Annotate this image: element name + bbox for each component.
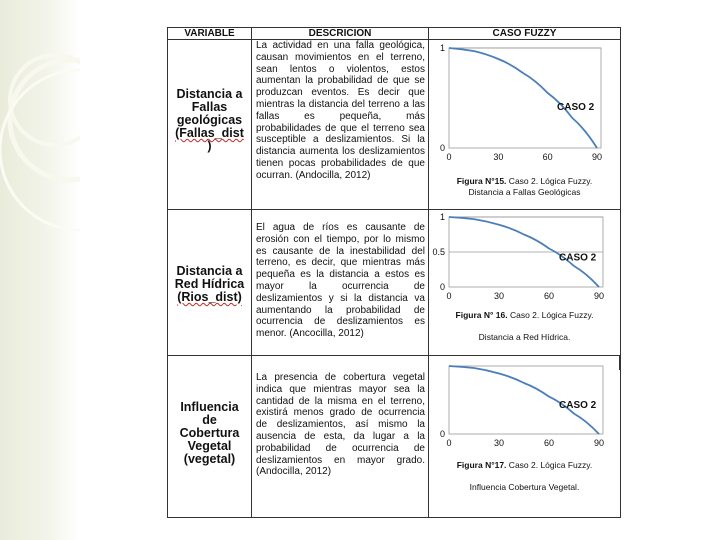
decorative-sidebar [0, 0, 80, 540]
figure-label: Figura N°17. [456, 460, 507, 470]
figure-cell [429, 40, 621, 210]
figure-label: Figura N° 16. [455, 310, 508, 320]
variable-line: Distancia a [176, 264, 243, 278]
variable-line: de [202, 413, 217, 427]
caption-line-1: Caso 2. Lógica Fuzzy. [506, 176, 593, 186]
x-tick-label: 90 [593, 291, 605, 301]
table-header-row [168, 28, 621, 40]
variable-line: ) [207, 139, 212, 153]
caption-line-2: Distancia a Red Hídrica. [478, 332, 571, 342]
x-tick-label: 30 [493, 291, 505, 301]
y-tick-label: 1 [439, 43, 445, 53]
variable-line: Distancia a [176, 87, 243, 101]
description-cell: La actividad en una falla geológica, causan movimientos en el terreno, sean lentos o violentos, estos aumentan la probabilidad de que se produzcan eventos. Es decir que mientras la distancia del terreno a las fallas es pequeña, más probabilidades de que el terreno sea susceptible a deslizamientos. Si la distancia aumenta los deslizamientos tienen pocas probabilidades de que ocurran. (Andocilla, 2012) [252, 40, 429, 210]
x-tick-label: 30 [493, 438, 505, 448]
caption-line-2: Influencia Cobertura Vegetal. [469, 482, 580, 492]
figure-cell [429, 356, 621, 518]
edge-mark [619, 355, 620, 370]
y-tick-label: 0 [439, 282, 445, 292]
x-tick-label: 0 [446, 152, 452, 162]
chart-svg [429, 210, 619, 308]
variable-line: (Fallas_dist [175, 126, 244, 140]
variable-line: Red Hídrica [174, 277, 245, 291]
table-row [168, 40, 621, 210]
variable-line: Vegetal [187, 439, 232, 453]
description-cell: El agua de ríos es causante de erosión con el tiempo, por lo mismo es causante de la inestabilidad del terreno, es decir, que mientras más pequeña es la distancia a estos es mayor la ocurrencia de deslizamientos y si la distancia va aumentando la probabilidad de ocurrencia de deslizamientos es menor. (Ancocilla, 2012) [252, 210, 429, 356]
chart-svg [429, 40, 619, 170]
variable-line: Fallas [191, 100, 228, 114]
x-tick-label: 90 [591, 152, 603, 162]
x-tick-label: 90 [593, 438, 605, 448]
variable-line: (Rios_dist) [177, 290, 242, 304]
table-row [168, 210, 621, 356]
series-line [449, 48, 597, 148]
header-description: DESCRICION [252, 28, 429, 40]
series-label: CASO 2 [559, 400, 597, 412]
x-tick-label: 60 [543, 438, 555, 448]
plot-area [449, 48, 601, 148]
x-tick-label: 0 [446, 438, 452, 448]
figure-caption [429, 176, 620, 198]
description-cell: La presencia de cobertura vegetal indica que mientras mayor sea la cantidad de la misma en el terreno, existirá menos grado de ocurrencia de deslizamientos, así mismo la ausencia de esta, da lugar a la probabilidad de ocurrencia de deslizamientos en mayor grado. (Andocilla, 2012) [252, 356, 429, 518]
series-label: CASO 2 [557, 102, 595, 113]
y-tick-label: 1 [439, 212, 445, 222]
fuzzy-chart [429, 356, 620, 456]
x-tick-label: 60 [543, 291, 555, 301]
decorative-circles [0, 0, 80, 540]
fuzzy-chart [429, 210, 620, 308]
caption-line-1: Caso 2. Lógica Fuzzy. [507, 310, 594, 320]
caption-line-1: Caso 2. Lógica Fuzzy. [506, 460, 593, 470]
figure-caption [429, 460, 620, 493]
figure-label: Figura N°15. [456, 176, 507, 186]
caption-line-2: Distancia a Fallas Geológicas [468, 187, 581, 197]
y-tick-label: 0.5 [432, 247, 445, 257]
y-tick-label: 0 [439, 143, 445, 153]
variable-line: (vegetal) [183, 452, 236, 466]
fuzzy-variables-table [167, 27, 621, 518]
variable-line: Influencia [180, 400, 239, 414]
x-tick-label: 30 [493, 152, 504, 162]
x-tick-label: 60 [542, 152, 553, 162]
table-row [168, 356, 621, 518]
header-variable: VARIABLE [168, 28, 252, 40]
variable-cell [168, 356, 252, 518]
variable-cell [168, 210, 252, 356]
variable-cell [168, 40, 252, 210]
header-fuzzy-case: CASO FUZZY [429, 28, 621, 40]
x-tick-label: 0 [446, 291, 452, 301]
figure-cell [429, 210, 621, 356]
variable-line: geológicas [176, 113, 243, 127]
fuzzy-chart [429, 40, 620, 170]
chart-svg [429, 356, 619, 456]
variable-line: Cobertura [179, 426, 240, 440]
figure-caption [429, 310, 620, 343]
series-label: CASO 2 [559, 252, 597, 264]
y-tick-label: 0 [439, 429, 445, 439]
